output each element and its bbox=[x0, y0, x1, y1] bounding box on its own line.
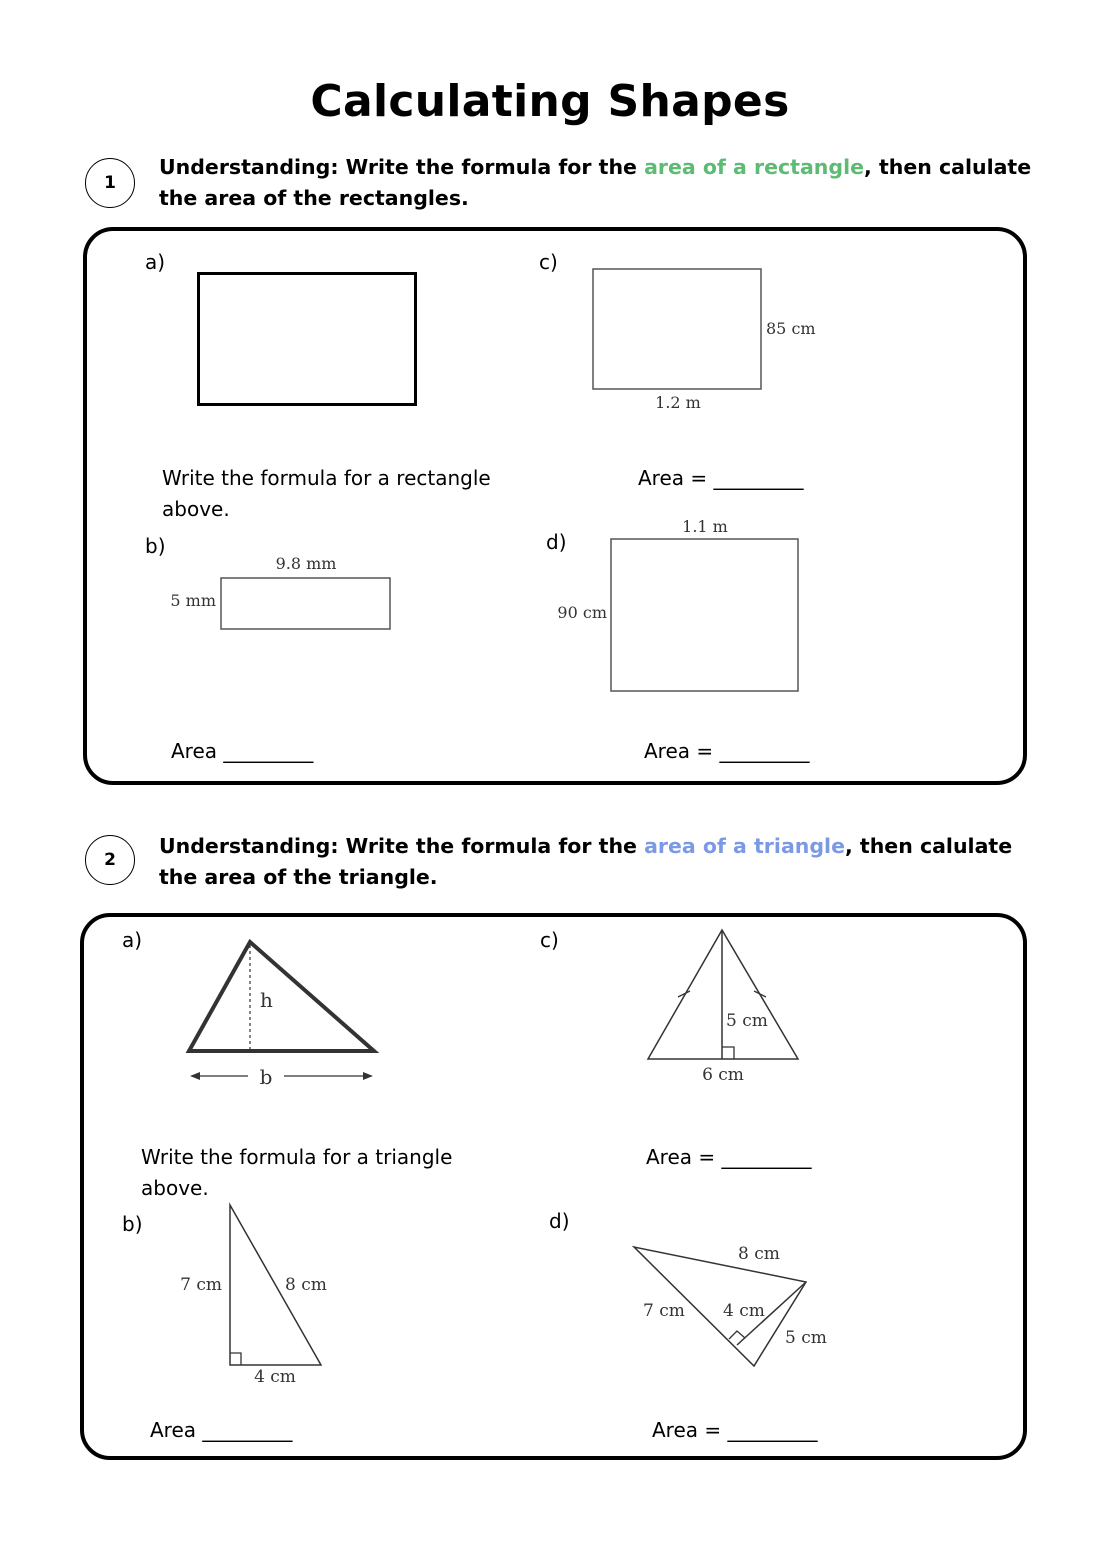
triangle-c bbox=[640, 922, 810, 1092]
triangle-b-base-label: 4 cm bbox=[254, 1367, 296, 1387]
rectangle-b-answer: Area _________ bbox=[171, 739, 314, 763]
triangle-d-right-label: 5 cm bbox=[785, 1328, 827, 1348]
part-b-label: b) bbox=[122, 1212, 143, 1236]
triangle-d-height-label: 4 cm bbox=[723, 1301, 765, 1321]
triangle-b-height-label: 7 cm bbox=[180, 1275, 222, 1295]
triangle-d-left-label: 7 cm bbox=[643, 1301, 685, 1321]
triangle-formula-prompt: Write the formula for a triangle above. bbox=[141, 1145, 453, 1200]
rectangle-b-side-label: 5 mm bbox=[170, 591, 216, 610]
part-c-label: c) bbox=[539, 250, 558, 274]
part-c-label: c) bbox=[540, 928, 559, 952]
triangle-c-height-label: 5 cm bbox=[726, 1011, 768, 1031]
question-2-instruction bbox=[159, 831, 1039, 893]
instruction-text: , then calulate the area of the triangle. bbox=[159, 834, 1013, 889]
part-d-label: d) bbox=[546, 530, 567, 554]
rectangle-b bbox=[160, 548, 410, 638]
rectangle-d-top-label: 1.1 m bbox=[682, 517, 728, 536]
rectangle-c-answer: Area = _________ bbox=[638, 466, 804, 490]
part-b-label: b) bbox=[145, 534, 166, 558]
rectangle-formula-prompt: Write the formula for a rectangle above. bbox=[162, 466, 491, 521]
triangle-a bbox=[180, 935, 390, 1095]
rectangle-c-bottom-label: 1.2 m bbox=[655, 393, 701, 412]
instruction-highlight: area of a rectangle bbox=[644, 155, 865, 179]
part-a-label: a) bbox=[122, 928, 143, 952]
rectangle-c-side-label: 85 cm bbox=[766, 319, 816, 338]
question-number-1: 1 bbox=[85, 158, 135, 208]
rectangle-d-side-label: 90 cm bbox=[557, 603, 607, 622]
triangle-d bbox=[625, 1235, 845, 1375]
rectangle-d-answer: Area = _________ bbox=[644, 739, 810, 763]
rectangle-c bbox=[580, 262, 820, 422]
instruction-text: , then calulate the area of the rectangles. bbox=[159, 155, 1032, 210]
instruction-text: Understanding: Write the formula for the bbox=[159, 155, 645, 179]
rectangle-a bbox=[197, 272, 417, 406]
rectangle-b-top-label: 9.8 mm bbox=[275, 554, 337, 573]
triangle-c-answer: Area = _________ bbox=[646, 1145, 812, 1169]
triangle-b bbox=[170, 1198, 350, 1393]
triangle-d-top-label: 8 cm bbox=[738, 1244, 780, 1264]
rectangle-d bbox=[550, 514, 810, 699]
part-a-label: a) bbox=[145, 250, 166, 274]
triangle-d-answer: Area = _________ bbox=[652, 1418, 818, 1442]
page-title: Calculating Shapes bbox=[310, 76, 790, 127]
question-number-2: 2 bbox=[85, 835, 135, 885]
triangle-c-base-label: 6 cm bbox=[702, 1065, 744, 1085]
triangle-b-hyp-label: 8 cm bbox=[285, 1275, 327, 1295]
triangle-b-answer: Area _________ bbox=[150, 1418, 293, 1442]
instruction-highlight: area of a triangle bbox=[644, 834, 845, 858]
part-d-label: d) bbox=[549, 1209, 570, 1233]
triangle-a-height-label: h bbox=[260, 988, 273, 1012]
instruction-text: Understanding: Write the formula for the bbox=[159, 834, 645, 858]
triangle-a-base-label: b bbox=[259, 1065, 273, 1089]
question-1-instruction bbox=[159, 152, 1039, 214]
